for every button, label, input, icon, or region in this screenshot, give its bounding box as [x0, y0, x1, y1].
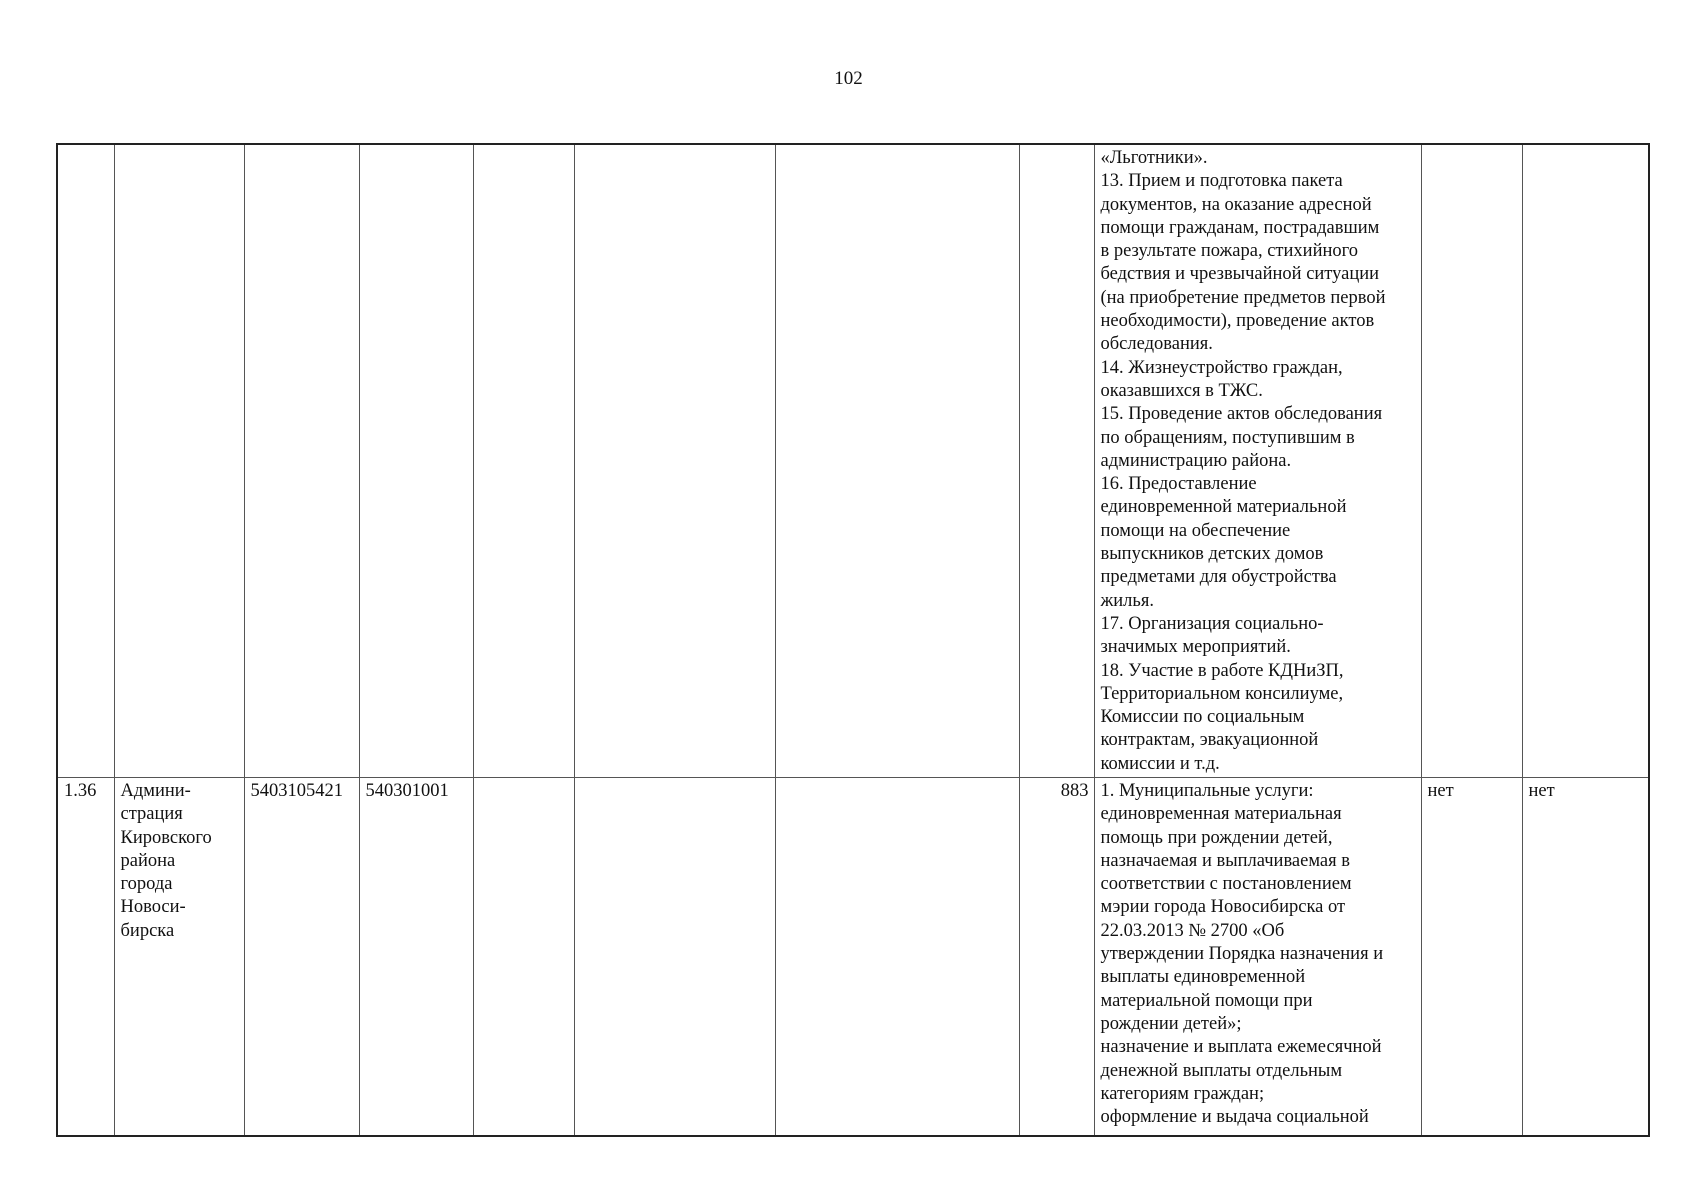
- services-line: оформление и выдача социальной: [1100, 1107, 1369, 1128]
- services-line: назначение и выплата ежемесячной: [1100, 1037, 1382, 1058]
- services-line: комиссии и т.д.: [1100, 753, 1220, 774]
- services-line: оказавшихся в ТЖС.: [1100, 380, 1263, 401]
- cell-count: 883: [1019, 778, 1094, 1137]
- services-line: рождении детей»;: [1100, 1013, 1242, 1034]
- services-line: 15. Проведение актов обследования: [1100, 404, 1383, 425]
- services-line: соответствии с постановлением: [1100, 874, 1352, 895]
- services-line: помощи на обеспечение: [1100, 520, 1291, 541]
- cell-col11: [1522, 144, 1649, 778]
- cell-col6: [574, 778, 775, 1137]
- services-line: материальной помощи при: [1100, 990, 1313, 1011]
- services-line: мэрии города Новосибирска от: [1100, 897, 1346, 918]
- cell-services: [1094, 778, 1421, 1137]
- cell-kpp: [359, 144, 473, 778]
- services-line: помощи гражданам, пострадавшим: [1100, 217, 1380, 238]
- services-line: администрацию района.: [1100, 450, 1292, 471]
- services-line: Территориальном консилиуме,: [1100, 683, 1344, 704]
- name-line: бирска: [120, 920, 175, 941]
- services-line: бедствия и чрезвычайной ситуации: [1100, 264, 1380, 285]
- services-line: единовременной материальной: [1100, 497, 1347, 518]
- services-line: единовременная материальная: [1100, 804, 1342, 825]
- cell-services: [1094, 144, 1421, 778]
- services-line: необходимости), проведение актов: [1100, 311, 1375, 332]
- cell-col10: нет: [1421, 778, 1522, 1137]
- services-line: 14. Жизнеустройство граждан,: [1100, 357, 1343, 378]
- services-line: (на приобретение предметов первой: [1100, 287, 1386, 308]
- services-line: категориям граждан;: [1100, 1083, 1265, 1104]
- services-line: назначаемая и выплачиваемая в: [1100, 850, 1351, 871]
- services-line: документов, на оказание адресной: [1100, 194, 1372, 215]
- name-line: Кировского: [120, 827, 212, 848]
- cell-number: [57, 144, 114, 778]
- services-line: 17. Организация социально-: [1100, 613, 1324, 634]
- cell-inn: [244, 144, 359, 778]
- name-line: Новоси-: [120, 897, 186, 918]
- table-row: [57, 144, 1649, 778]
- cell-organization-name: [114, 778, 244, 1137]
- cell-col6: [574, 144, 775, 778]
- cell-count: [1019, 144, 1094, 778]
- name-line: страция: [120, 804, 183, 825]
- services-line: 22.03.2013 № 2700 «Об: [1100, 920, 1285, 941]
- cell-kpp: 540301001: [359, 778, 473, 1137]
- cell-col10: [1421, 144, 1522, 778]
- services-line: обследования.: [1100, 334, 1213, 355]
- registry-table: [56, 143, 1650, 1137]
- cell-number: 1.36: [57, 778, 114, 1137]
- services-line: 1. Муниципальные услуги:: [1100, 781, 1314, 801]
- services-line: предметами для обустройства: [1100, 567, 1337, 588]
- cell-col7: [775, 778, 1019, 1137]
- services-line: помощь при рождении детей,: [1100, 827, 1333, 848]
- services-line: значимых мероприятий.: [1100, 637, 1291, 658]
- services-line: выплаты единовременной: [1100, 967, 1306, 988]
- cell-col7: [775, 144, 1019, 778]
- name-line: района: [120, 850, 176, 871]
- services-line: 13. Прием и подготовка пакета: [1100, 171, 1343, 192]
- table-row: [57, 778, 1649, 1137]
- name-line: города: [120, 874, 173, 895]
- name-line: Админи-: [120, 781, 191, 801]
- cell-inn: 5403105421: [244, 778, 359, 1137]
- services-line: по обращениям, поступившим в: [1100, 427, 1355, 448]
- services-line: 18. Участие в работе КДНиЗП,: [1100, 660, 1344, 681]
- services-line: денежной выплаты отдельным: [1100, 1060, 1343, 1081]
- services-line: контрактам, эвакуационной: [1100, 730, 1319, 751]
- cell-col5: [473, 144, 574, 778]
- services-line: утверждении Порядка назначения и: [1100, 944, 1384, 965]
- services-line: в результате пожара, стихийного: [1100, 241, 1359, 262]
- services-line: «Льготники».: [1100, 148, 1208, 168]
- cell-organization-name: [114, 144, 244, 778]
- services-line: 16. Предоставление: [1100, 474, 1257, 495]
- cell-col5: [473, 778, 574, 1137]
- services-line: жилья.: [1100, 590, 1154, 611]
- page-number: 102: [834, 68, 863, 89]
- cell-col11: нет: [1522, 778, 1649, 1137]
- services-line: выпускников детских домов: [1100, 544, 1324, 565]
- services-line: Комиссии по социальным: [1100, 707, 1305, 728]
